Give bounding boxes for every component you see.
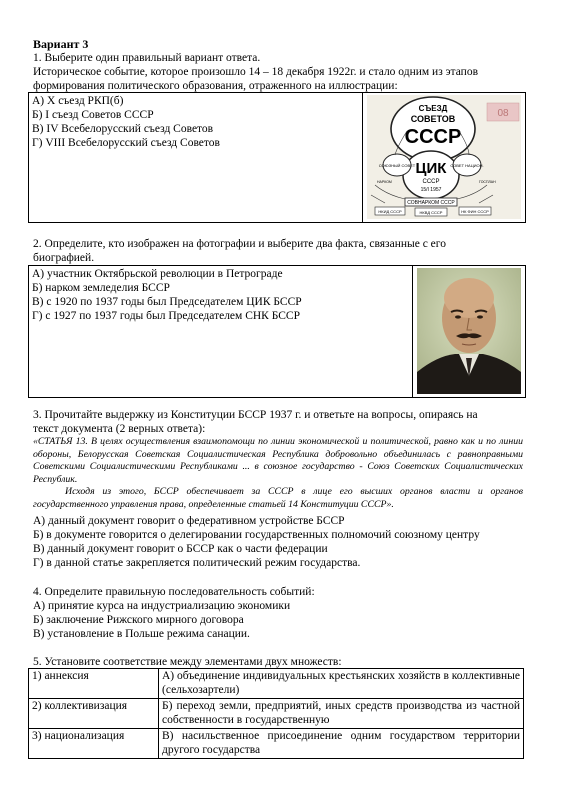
q3-option-a[interactable]: А) данный документ говорит о федеративном устройстве БССР: [33, 515, 345, 527]
q1-option-d[interactable]: Г) VIII Всебелорусский съезд Советов: [32, 137, 220, 149]
illustration-date: 15/I 1957: [420, 187, 442, 193]
illustration-nkfin: НК ФИН СССР: [461, 209, 489, 214]
illustration-small-label2: ГОСПЛАН: [479, 180, 496, 184]
q5-instruction: 5. Установите соответствие между элементами двух множеств:: [33, 656, 342, 668]
q1-divider: [362, 93, 363, 222]
q3-instruction-line1: 3. Прочитайте выдержку из Конституции БССР 1937 г. и ответьте на вопросы, опираясь на: [33, 409, 478, 421]
q4-instruction: 4. Определите правильную последовательность событий:: [33, 586, 315, 598]
q1-text-line2: формирования политического образования, отраженного на иллюстрации:: [33, 80, 398, 92]
q1-instruction: 1. Выберите один правильный вариант ответа.: [33, 52, 261, 64]
q1-option-a[interactable]: А) X съезд РКП(б): [32, 95, 124, 107]
q3-constitution-quote-part1: «СТАТЬЯ 13. В целях осуществления взаимопомощи по линии экономической и политической, равно как и по линии обороны, Белорусская Советская Социалистическая Республика добровольно объединилась с равноправными Советскими Социалистическими Республиками ... в союзное государство - Союз Советских Социалистических Республик.: [33, 436, 523, 485]
table-row: [29, 669, 524, 699]
q3-constitution-quote-part2: Исходя из этого, БССР обеспечивает за СССР в лице его высших органов власти и органов государственного управления права, определенные статьей 14 Конституции СССР».: [33, 486, 523, 510]
illustration-text-sovetov: СОВЕТОВ: [410, 114, 456, 124]
q1-answer-box: [28, 92, 526, 223]
q4-option-a[interactable]: А) принятие курса на индустриализацию экономики: [33, 600, 291, 612]
illustration-left-council: СОЮЗНЫЙ СОВЕТ: [378, 163, 416, 168]
illustration-text-cik: ЦИК: [415, 160, 447, 177]
q2-divider: [412, 266, 413, 397]
q1-option-c[interactable]: В) IV Всебелорусский съезд Советов: [32, 123, 214, 135]
illustration-sovnarkom: СОВНАРКОМ СССР: [407, 200, 455, 206]
illustration-right-council: СОВЕТ НАЦИОН.: [450, 163, 484, 168]
illustration-text-sezd: СЪЕЗД: [418, 104, 448, 113]
q4-option-b[interactable]: Б) заключение Рижского мирного договора: [33, 614, 244, 626]
variant-title: Вариант 3: [33, 37, 89, 51]
q3-instruction-line2: текст документа (2 верных ответа):: [33, 423, 206, 435]
q5-term-3[interactable]: 3) национализация: [29, 729, 159, 759]
q2-instruction-line2: биографией.: [33, 252, 95, 264]
q3-option-c[interactable]: В) данный документ говорит о БССР как о части федерации: [33, 543, 328, 555]
q5-matching-table: [28, 668, 524, 759]
q2-answer-box: [28, 265, 526, 398]
illustration-text-ussr: СССР: [404, 126, 462, 148]
q2-option-c[interactable]: В) с 1920 по 1937 годы был Председателем ЦИК БССР: [32, 296, 302, 308]
illustration-nkvd: НКВД СССР: [419, 210, 443, 215]
q5-term-2[interactable]: 2) коллективизация: [29, 699, 159, 729]
portrait-photo: [417, 268, 521, 394]
q2-option-a[interactable]: А) участник Октябрьской революции в Петрограде: [32, 268, 283, 280]
q2-option-b[interactable]: Б) нарком земледелия БССР: [32, 282, 170, 294]
q5-definition-a[interactable]: А) объединение индивидуальных крестьянских хозяйств в коллективные (сельхозартели): [159, 669, 524, 699]
q1-option-b[interactable]: Б) I съезд Советов СССР: [32, 109, 154, 121]
illustration-side-number: 08: [497, 108, 509, 119]
illustration-nkid: НКИД СССР: [378, 209, 402, 214]
q5-term-1[interactable]: 1) аннексия: [29, 669, 159, 699]
q1-text-line1: Историческое событие, которое произошло 14 – 18 декабря 1922г. и стало одним из этапов: [33, 66, 478, 78]
illustration-small-label1: НАРКОМ: [377, 180, 392, 184]
q3-option-d[interactable]: Г) в данной статье закрепляется политический режим государства.: [33, 557, 361, 569]
table-row: [29, 729, 524, 759]
q4-option-c[interactable]: В) установление в Польше режима санации.: [33, 628, 250, 640]
q2-option-d[interactable]: Г) с 1927 по 1937 годы был Председателем СНК БССР: [32, 310, 300, 322]
table-row: [29, 699, 524, 729]
illustration-text-cik-ussr: СССР: [422, 179, 440, 185]
q3-option-b[interactable]: Б) в документе говорится о делегировании государственных полномочий союзному центру: [33, 529, 480, 541]
q5-definition-c[interactable]: В) насильственное присоединение одним государством территории другого государства: [159, 729, 524, 759]
q5-definition-b[interactable]: Б) переход земли, предприятий, иных средств производства из частной собственности в государственную: [159, 699, 524, 729]
ussr-government-structure-illustration: [367, 95, 521, 219]
q2-instruction-line1: 2. Определите, кто изображен на фотографии и выберите два факта, связанные с его: [33, 238, 446, 250]
